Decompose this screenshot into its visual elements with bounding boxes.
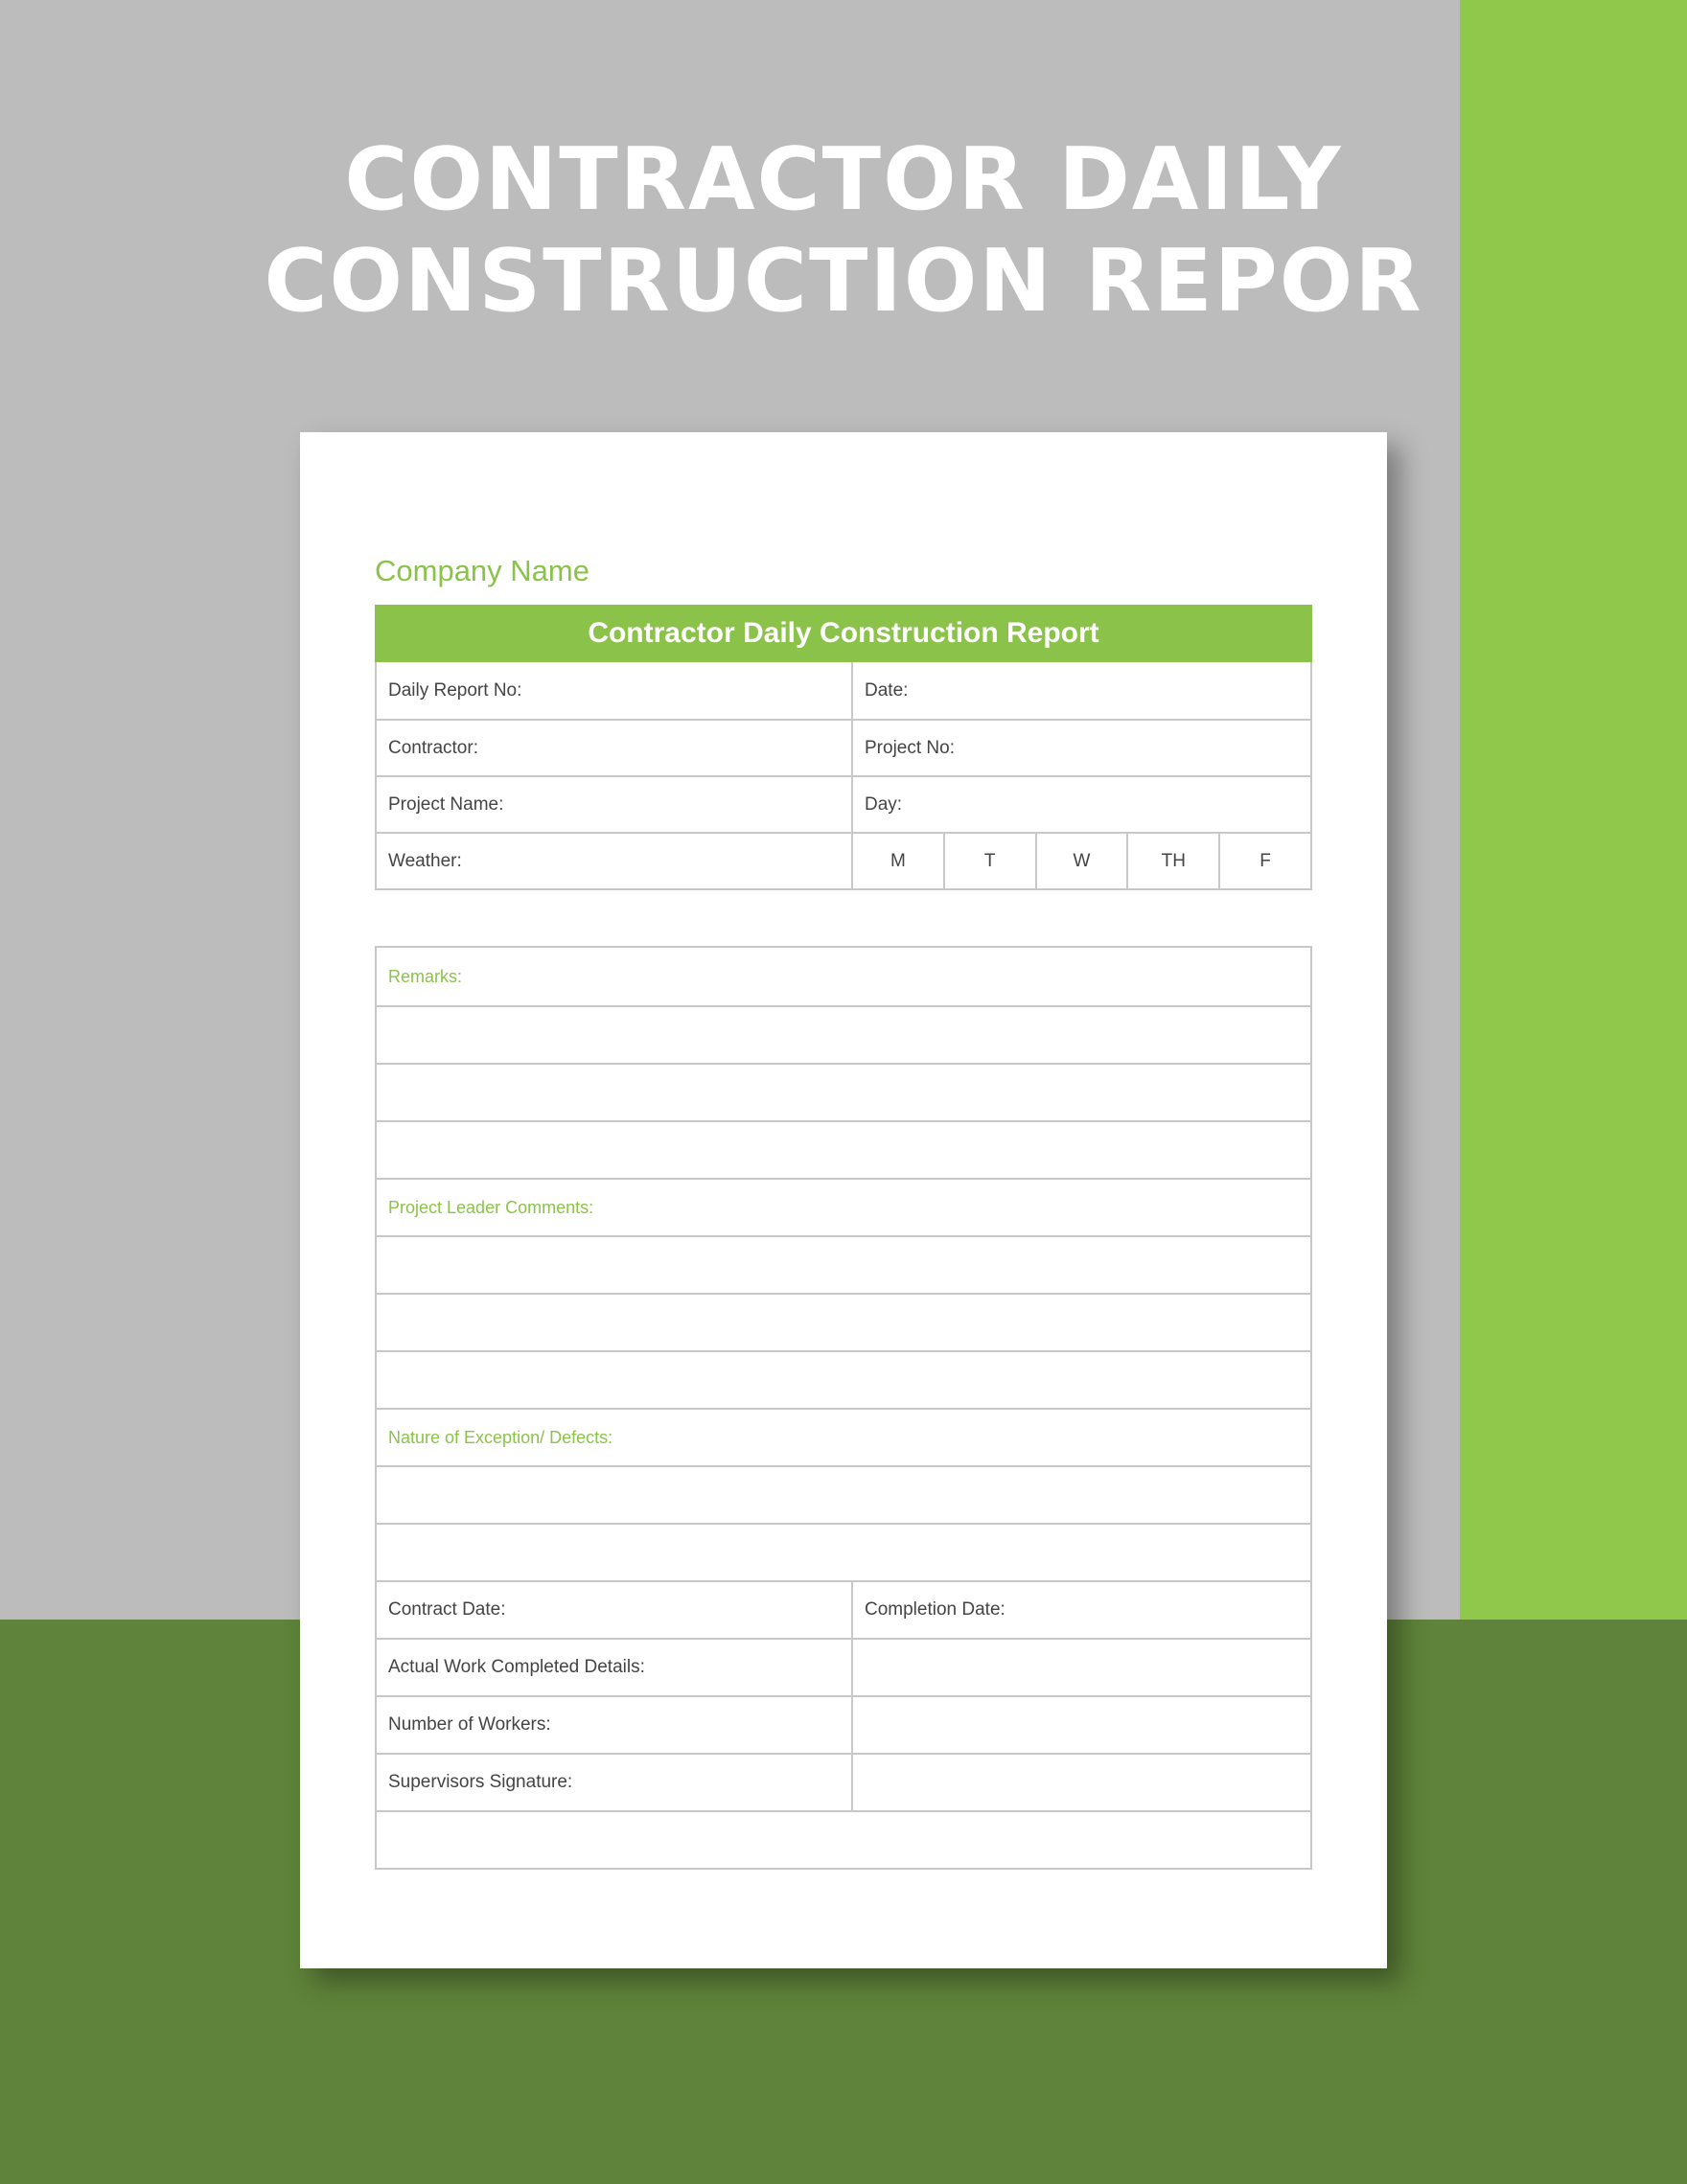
hero-title-line-1: CONTRACTOR DAILY — [344, 129, 1343, 230]
contractor-field[interactable]: Contractor: — [377, 721, 853, 775]
blank-line[interactable] — [377, 1810, 1310, 1868]
company-name: Company Name — [375, 554, 589, 587]
comments-line[interactable] — [377, 1235, 1310, 1293]
weekday-m[interactable]: M — [890, 850, 906, 871]
form-row — [377, 719, 1310, 775]
report-sheet — [300, 432, 1387, 1968]
project-name-field[interactable]: Project Name: — [377, 777, 853, 832]
form-row — [377, 1408, 1310, 1465]
comments-line[interactable] — [377, 1293, 1310, 1350]
form-row — [377, 1178, 1310, 1235]
completion-date-field[interactable]: Completion Date: — [865, 1599, 1005, 1620]
form-row — [377, 1753, 1310, 1810]
nature-of-exception-label: Nature of Exception/ Defects: — [388, 1427, 613, 1447]
actual-work-completed-input[interactable] — [853, 1640, 1310, 1695]
weekday-th[interactable]: TH — [1126, 834, 1218, 888]
form-row — [377, 948, 1310, 1005]
report-form — [375, 605, 1312, 1870]
supervisors-signature-label: Supervisors Signature: — [377, 1755, 853, 1810]
form-row — [377, 832, 1310, 888]
contract-date-field[interactable]: Contract Date: — [377, 1582, 853, 1638]
weekday-f[interactable]: F — [1218, 834, 1310, 888]
weekday-selector — [853, 834, 1310, 888]
number-of-workers-label: Number of Workers: — [377, 1697, 853, 1753]
weather-field[interactable]: Weather: — [377, 834, 853, 888]
hero-title-line-2: CONSTRUCTION REPOR — [264, 231, 1423, 332]
remarks-line[interactable] — [377, 1120, 1310, 1178]
form-row — [377, 1580, 1310, 1638]
weekday-t[interactable]: T — [943, 834, 1035, 888]
number-of-workers-input[interactable] — [853, 1697, 1310, 1753]
daily-report-no-field[interactable]: Daily Report No: — [377, 662, 853, 719]
details-grid — [375, 946, 1312, 1870]
weekday-w[interactable]: W — [1035, 834, 1127, 888]
comments-line[interactable] — [377, 1350, 1310, 1408]
form-row — [377, 1695, 1310, 1753]
project-no-field[interactable]: Project No: — [865, 737, 955, 758]
remarks-label: Remarks: — [388, 966, 463, 986]
exception-line[interactable] — [377, 1523, 1310, 1580]
form-row — [377, 775, 1310, 832]
actual-work-completed-label: Actual Work Completed Details: — [377, 1640, 853, 1695]
day-field[interactable]: Day: — [865, 793, 903, 815]
remarks-line[interactable] — [377, 1005, 1310, 1063]
header-fields-grid — [375, 662, 1312, 890]
supervisors-signature-input[interactable] — [853, 1755, 1310, 1810]
hero-title — [0, 129, 1687, 333]
exception-line[interactable] — [377, 1465, 1310, 1523]
project-leader-comments-label: Project Leader Comments: — [388, 1197, 594, 1217]
date-field[interactable]: Date: — [865, 679, 909, 701]
form-title: Contractor Daily Construction Report — [375, 605, 1312, 662]
form-row — [377, 662, 1310, 719]
remarks-line[interactable] — [377, 1063, 1310, 1120]
form-row — [377, 1638, 1310, 1695]
